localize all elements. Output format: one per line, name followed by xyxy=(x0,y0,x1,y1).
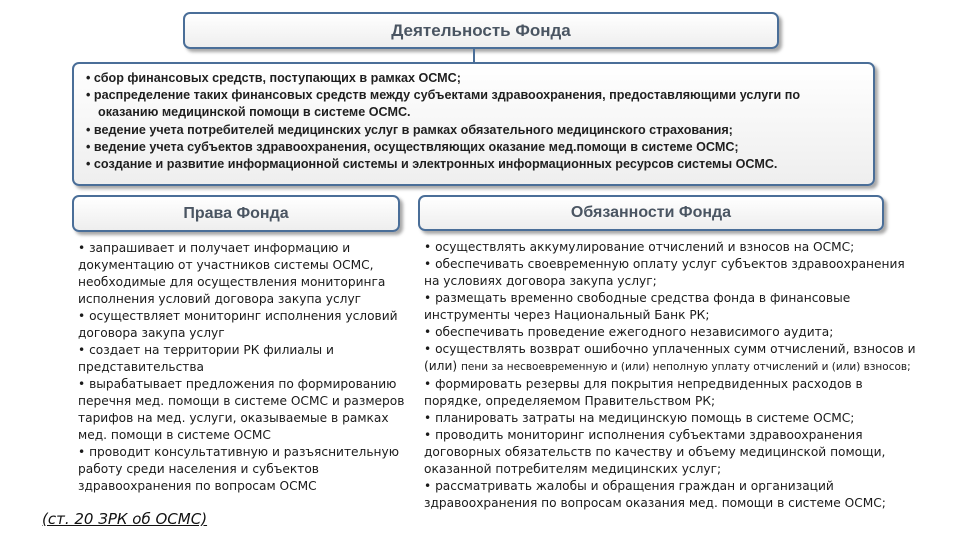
duties-item xyxy=(424,341,916,376)
rights-item: • создает на территории РК филиалы и представительства xyxy=(78,343,334,374)
duties-item-text: • осуществлять возврат ошибочно уплаченных сумм отчислений, взносов и (или) xyxy=(424,342,916,373)
duties-item: • осуществлять аккумулирование отчислений и взносов на ОСМС; xyxy=(424,240,855,254)
activity-item: • распределение таких финансовых средств между субъектами здравоохранения, предоставляющими услуги по оказанию медицинской помощи в системе ОСМС. xyxy=(86,88,801,120)
page-title: Деятельность Фонда xyxy=(391,20,571,40)
rights-item: • вырабатывает предложения по формированию перечня мед. помощи в системе ОСМС и размеров тарифов на мед. услуги, оказываемые в рамках мед. помощи в системе ОСМС xyxy=(78,377,405,442)
rights-item: • проводит консультативную и разъяснительную работу среди населения и субъектов здравоохранения по вопросам ОСМС xyxy=(78,445,399,493)
activity-item: • сбор финансовых средств, поступающих в рамках ОСМС; xyxy=(86,71,461,85)
activities-list xyxy=(86,70,863,173)
duties-header-box xyxy=(418,195,884,231)
duties-heading: Обязанности Фонда xyxy=(570,204,732,221)
duties-list xyxy=(424,239,916,512)
duties-item: • планировать затраты на медицинскую помощь в системе ОСМС; xyxy=(424,411,855,425)
duties-item: • обеспечивать проведение ежегодного независимого аудита; xyxy=(424,325,834,339)
rights-header-box xyxy=(72,195,400,232)
title-box xyxy=(183,12,779,49)
law-citation: (ст. 20 ЗРК об ОСМС) xyxy=(42,510,208,528)
duties-item: • формировать резервы для покрытия непредвиденных расходов в порядке, определяемом Правительством РК; xyxy=(424,377,863,408)
rights-list xyxy=(78,240,408,495)
duties-item: • размещать временно свободные средства фонда в финансовые инструменты через Национальный Банк РК; xyxy=(424,291,851,322)
rights-item: • запрашивает и получает информацию и документацию от участников системы ОСМС, необходимые для осуществления мониторинга исполнения условий договора закупа услуг xyxy=(78,241,386,306)
duties-small-note: пени за несвоевременную и (или) неполную уплату отчислений и (или) взносов; xyxy=(461,361,911,373)
rights-heading: Права Фонда xyxy=(183,204,289,222)
activity-item: • ведение учета субъектов здравоохранения, осуществляющих оказание мед.помощи в системе ОСМС; xyxy=(86,139,739,154)
activities-box xyxy=(72,62,875,186)
activity-item: • создание и развитие информационной системы и электронных информационных ресурсов системы ОСМС. xyxy=(86,157,778,172)
activity-item: • ведение учета потребителей медицинских услуг в рамках обязательного медицинского страхования; xyxy=(86,122,733,137)
rights-item: • осуществляет мониторинг исполнения условий договора закупа услуг xyxy=(78,309,398,340)
duties-item: • рассматривать жалобы и обращения граждан и организаций здравоохранения по вопросам оказания мед. помощи в системе ОСМС; xyxy=(424,479,886,510)
duties-item: • обеспечивать своевременную оплату услуг субъектов здравоохранения на условиях договора закупа услуг; xyxy=(424,257,905,288)
duties-item: • проводить мониторинг исполнения субъектами здравоохранения договорных обязательств по качеству и объему медицинской помощи, оказанной потребителям медицинских услуг; xyxy=(424,428,886,476)
